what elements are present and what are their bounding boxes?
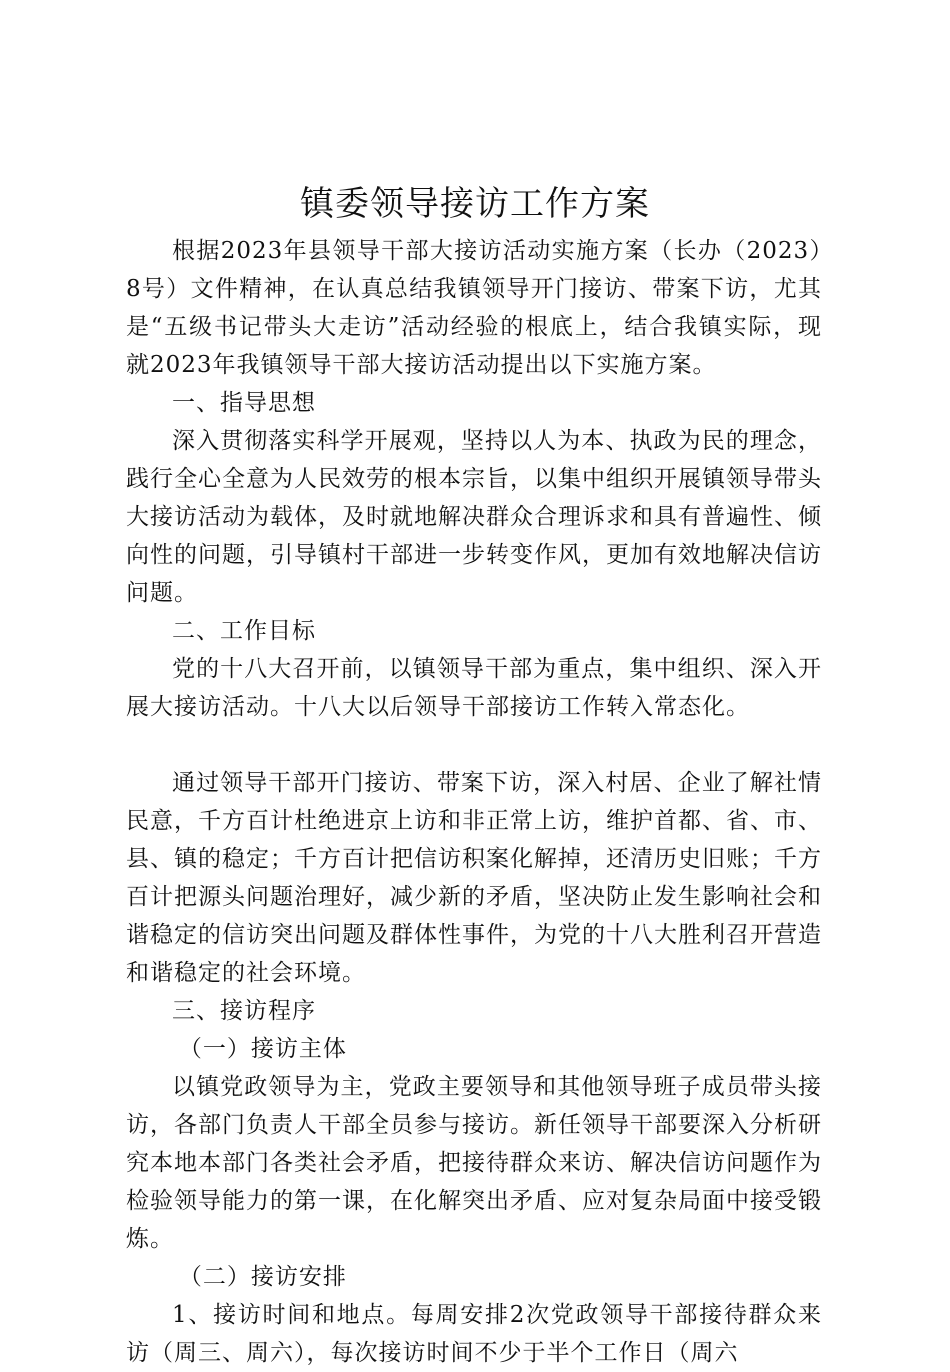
section-heading-guiding-ideology: 一、指导思想 (172, 390, 316, 416)
subsection-paragraph-arrangement: 1、接访时间和地点。每周安排2次党政领导干部接待群众来访（周三、周六），每次接访时间不少于半个工作日（周六 (126, 1302, 822, 1366)
subsection-heading-arrangement: （二）接访安排 (178, 1264, 347, 1290)
section-heading-procedure: 三、接访程序 (172, 998, 316, 1024)
document-body (126, 232, 822, 1372)
intro-paragraph: 根据2023年县领导干部大接访活动实施方案（长办（2023）8号）文件精神，在认真总结我镇领导开门接访、带案下访，尤其是“五级书记带头大走访”活动经验的根底上，结合我镇实际，现就2023年我镇领导干部大接访活动提出以下实施方案。 (126, 238, 822, 378)
subsection-paragraph-subject: 以镇党政领导为主，党政主要领导和其他领导班子成员带头接访，各部门负责人干部全员参与接访。新任领导干部要深入分析研究本地本部门各类社会矛盾，把接待群众来访、解决信访问题作为检验领导能力的第一课，在化解突出矛盾、应对复杂局面中接受锻炼。 (126, 1074, 822, 1252)
paragraph-gap (126, 726, 822, 764)
document-title: 镇委领导接访工作方案 (300, 184, 650, 224)
section-paragraph-work-goals-1: 党的十八大召开前，以镇领导干部为重点，集中组织、深入开展大接访活动。十八大以后领导干部接访工作转入常态化。 (126, 656, 822, 720)
section-paragraph-work-goals-2: 通过领导干部开门接访、带案下访，深入村居、企业了解社情民意，千方百计杜绝进京上访和非正常上访，维护首都、省、市、县、镇的稳定；千方百计把信访积案化解掉，还清历史旧账；千方百计把源头问题治理好，减少新的矛盾，坚决防止发生影响社会和谐稳定的信访突出问题及群体性事件，为党的十八大胜利召开营造和谐稳定的社会环境。 (126, 770, 822, 986)
subsection-heading-subject: （一）接访主体 (178, 1036, 347, 1062)
section-heading-work-goals: 二、工作目标 (172, 618, 316, 644)
section-paragraph-guiding-ideology: 深入贯彻落实科学开展观，坚持以人为本、执政为民的理念，践行全心全意为人民效劳的根本宗旨，以集中组织开展镇领导带头大接访活动为载体，及时就地解决群众合理诉求和具有普遍性、倾向性的问题，引导镇村干部进一步转变作风，更加有效地解决信访问题。 (126, 428, 822, 606)
